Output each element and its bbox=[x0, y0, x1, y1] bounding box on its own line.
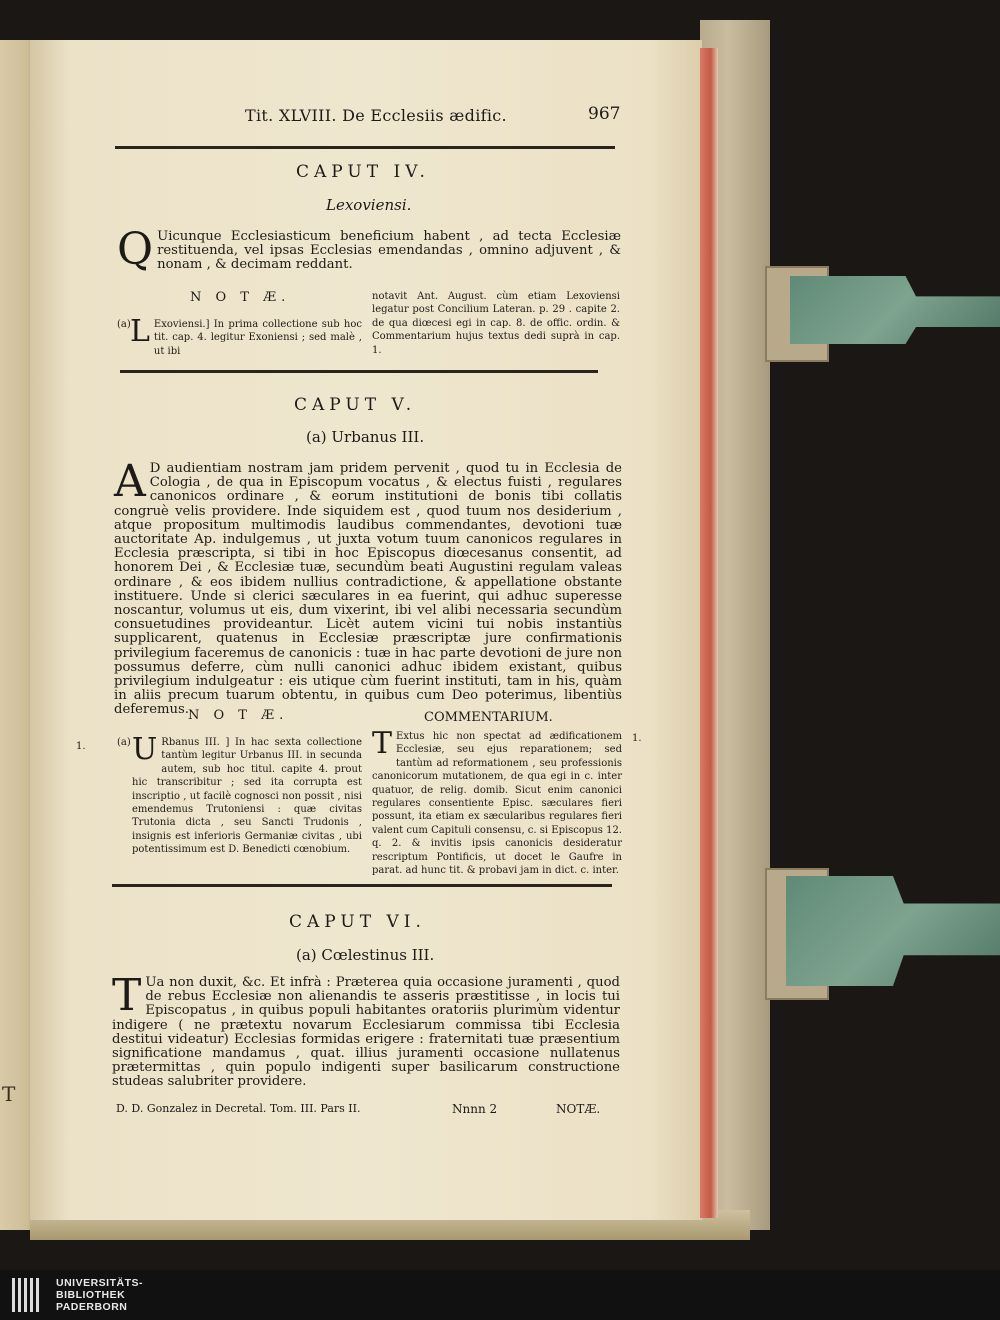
footer-signature: Nnnn 2 bbox=[452, 1102, 498, 1116]
library-line-3: PADERBORN bbox=[56, 1301, 128, 1313]
library-bar bbox=[0, 1270, 1000, 1320]
caput5-title: CAPUT V. bbox=[294, 395, 417, 415]
caput5-note bbox=[132, 732, 362, 857]
caput5-note-marker: (a) bbox=[117, 737, 131, 748]
caput5-rule bbox=[112, 884, 612, 887]
header-rule bbox=[115, 146, 615, 149]
caput6-body: Ua non duxit, &c. Et infrà : Præterea quia occasione juramenti , quod de rebus Ecclesiæ non alienandis te asseris præstitisse , in locis tui Episcopatus , in quibus populi habitantes oratoriis plurimùm videntur indigere ( ne prætextu novarum Ecclesiarum commissa tibi Ecclesia destitui videatur) Ecclesias formidas erigere : fraternitati tuæ præsentium significatione mandamus , quat. illius juramenti occasione nullatenus prætermittas , quin populo indigenti super basilicarum constructione studeas salubriter providere. bbox=[112, 975, 620, 1090]
library-logo-icon bbox=[12, 1278, 46, 1314]
caput4-note-left bbox=[130, 314, 362, 358]
caput4-body: Uicunque Ecclesiasticum beneficium habent , ad tecta Ecclesiæ restituenda, vel ipsas Ecclesias emendandas , omnino adjuvent , & nonam , & decimam reddant. bbox=[157, 229, 621, 273]
caput4-title: CAPUT IV. bbox=[296, 162, 430, 182]
clasp-bottom bbox=[786, 876, 1000, 986]
caput6-title: CAPUT VI. bbox=[289, 912, 426, 932]
left-margin-note-number: 1. bbox=[76, 741, 86, 752]
caput4-dropcap: Q bbox=[117, 224, 154, 275]
caput4-note-right: notavit Ant. August. cùm etiam Lexoviensi legatur post Concilium Lateran. p. 29 . capite 2. de qua diœcesi egi in cap. 8. de offic. ordin. & Commentarium hujus textus dedi suprà in cap. 1. bbox=[372, 291, 620, 356]
caput5-dropcap: A bbox=[114, 456, 146, 507]
library-line-1: UNIVERSITÄTS- bbox=[56, 1277, 144, 1289]
caput5-body: D audientiam nostram jam pridem pervenit , quod tu in Ecclesia de Cologia , de qua in Episcopum vocatus , & electus fuisti , regulares canonicos ordinare , & eorum institutioni de bonis tibi collatis congruè velis providere. Inde siquidem est , quod tuum nos desiderium , atque propositum multimodis laudibus commendantes, devotioni tuæ auctoritate Ap. indulgemus , ut juxta votum tuum canonicos regulares in Ecclesia præscripta, si tibi in hoc Episcopus diœcesanus consentit, ad honorem Dei , & Ecclesiæ tuæ, secundùm beati Augustini regulam valeas ordinare , & eos ibidem nullius contradictione, & appellatione obstante instituere. Unde si clerici sæculares in ea fuerint, qui adhuc superesse noscantur, volumus ut eis, dum vixerint, ibi vel alibi necessaria secundùm consuetudines provideantur. Licèt autem vicini tui nobis instantiùs supplicarent, quatenus in Ecclesiæ præscriptæ jure confirmationis privilegium faceremus de canonicis : tuæ in hac parte devotioni de jure non possumus deferre, cùm nulli canonici adhuc ibidem existant, quibus privilegium indulgeatur : eis utique cùm fuerint instituti, tam in his, quàm in aliis precum tuarum obtentu, in quibus cum Deo poterimus, libentiùs deferemus. bbox=[114, 461, 622, 718]
footer-catchword: NOTÆ. bbox=[556, 1102, 601, 1116]
caput4-subtitle: Lexoviensi. bbox=[326, 196, 412, 214]
library-line-2: BIBLIOTHEK bbox=[56, 1289, 126, 1301]
caput5-comm-text: Extus hic non spectat ad ædificationem Ecclesiæ, seu ejus reparationem; sed tantùm ad reformationem , seu professionis canonicorum mutationem, de qua egi in c. inter quatuor, de relig. domib. Sicut enim canonici regulares consentiente Episc. sæculares fieri possunt, ita etiam ex sæcularibus regulares fieri valent cum Capituli consensu, c. si Episcopus 12. q. 2. & invitis ipsis canonicis desideratur rescriptum Pontificis, ut docet le Gaufre in parat. ad hunc tit. & probavi jam in dict. c. inter. bbox=[372, 731, 622, 877]
caput6-subtitle: (a) Cœlestinus III. bbox=[296, 946, 435, 964]
caput4-note-marker: (a) bbox=[117, 319, 131, 330]
clasp-top bbox=[790, 276, 1000, 344]
caput5-subtitle: (a) Urbanus III. bbox=[306, 428, 425, 446]
caput4-text bbox=[117, 224, 621, 275]
running-title: Tit. XLVIII. De Ecclesiis ædific. bbox=[245, 106, 507, 125]
facing-page-letter: T bbox=[2, 1082, 16, 1106]
caput5-note-dropcap: U bbox=[132, 732, 158, 767]
caput5-comm-dropcap: T bbox=[372, 726, 393, 761]
page-edge-red bbox=[700, 48, 718, 1218]
caput4-note-dropcap: L bbox=[130, 314, 150, 349]
caput5-commentarium bbox=[372, 726, 622, 877]
caput4-rule bbox=[120, 370, 598, 373]
library-name bbox=[56, 1277, 143, 1313]
page-number: 967 bbox=[588, 104, 621, 124]
caput6-text bbox=[112, 970, 620, 1090]
caput4-notae-heading: N O T Æ. bbox=[190, 290, 291, 305]
footer-title: D. D. Gonzalez in Decretal. Tom. III. Pars II. bbox=[116, 1102, 361, 1115]
caput5-text bbox=[114, 456, 622, 718]
caput5-note-text: Rbanus III. ] In hac sexta collectione tantùm legitur Urbanus III. in secunda autem, sub hoc titul. capite 4. prout hic transcribitur ; sed ita corrupta est inscriptio , ut facilè cognosci non possit , nisi emendemus Trutoniensi : quæ civitas Trutonia dicta , seu Sancti Trudonis , insignis est inferioris Germaniæ civitas , ubi potentissimum est D. Benedicti cœnobium. bbox=[132, 737, 362, 856]
caput6-dropcap: T bbox=[112, 970, 142, 1021]
caput5-notae-heading: N O T Æ. bbox=[188, 708, 289, 723]
caput4-note-left-text: Exoviensi.] In prima collectione sub hoc tit. cap. 4. legitur Exoniensi ; sed malè , ut ibi bbox=[153, 319, 362, 357]
caput5-commentarium-heading: COMMENTARIUM. bbox=[424, 710, 553, 725]
right-margin-note-number: 1. bbox=[632, 733, 642, 744]
